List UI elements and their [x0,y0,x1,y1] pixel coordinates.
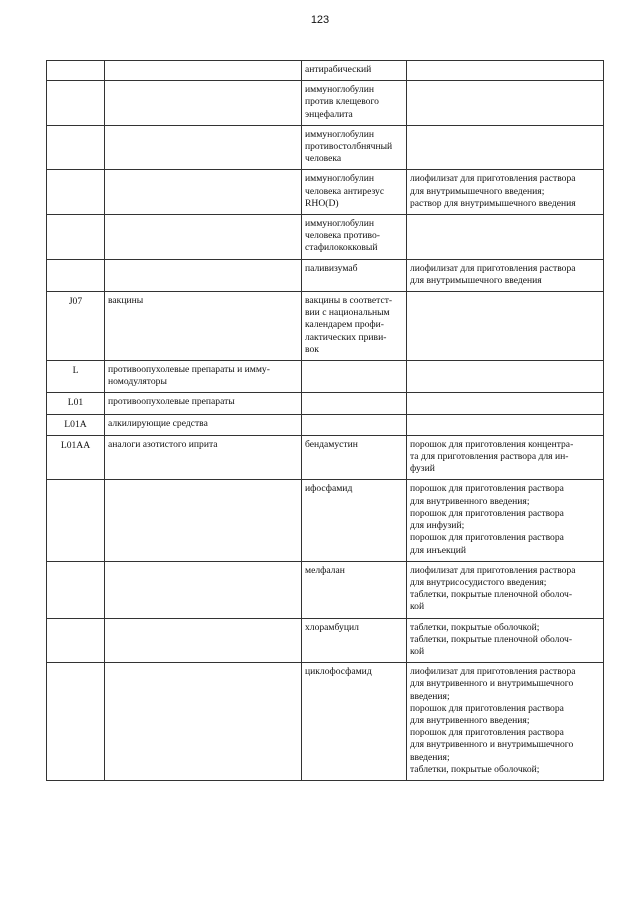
table-row [47,435,604,480]
anatomical-group-cell: аналоги азотистого иприта [105,435,302,480]
atc-code-cell [47,561,105,618]
drug-name-cell: иммуноглобулин человека противо- стафилококковый [302,215,407,260]
dosage-forms-cell: лиофилизат для приготовления раствора для внутрисосудистого введения; таблетки, покрытые пленочной оболоч- кой [407,561,604,618]
drug-name-cell: вакцины в соответст- вии с национальным календарем профи- лактических приви- вок [302,292,407,361]
table-row [47,61,604,81]
atc-code-cell [47,125,105,170]
page-number: 123 [310,14,330,26]
drug-table [46,60,604,781]
drug-name-cell: хлорамбуцил [302,618,407,663]
anatomical-group-cell [105,81,302,126]
table-row [47,259,604,291]
drug-name-cell: антирабический [302,61,407,81]
atc-code-cell [47,215,105,260]
drug-name-cell: бендамустин [302,435,407,480]
drug-name-cell: циклофосфамид [302,663,407,781]
drug-name-cell: иммуноглобулин против клещевого энцефалита [302,81,407,126]
table-row [47,480,604,561]
atc-code-cell [47,663,105,781]
dosage-forms-cell: порошок для приготовления концентра- та для приготовления раствора для ин- фузий [407,435,604,480]
dosage-forms-cell: порошок для приготовления раствора для внутривенного введения; порошок для приготовления раствора для инфузий; порошок для приготовления раствора для инъекций [407,480,604,561]
dosage-forms-cell [407,292,604,361]
dosage-forms-cell [407,215,604,260]
drug-name-cell [302,414,407,435]
atc-code-cell: L [47,361,105,393]
dosage-forms-cell [407,61,604,81]
anatomical-group-cell [105,561,302,618]
anatomical-group-cell [105,170,302,215]
anatomical-group-cell: алкилирующие средства [105,414,302,435]
drug-name-cell: мелфалан [302,561,407,618]
atc-code-cell [47,81,105,126]
anatomical-group-cell: противоопухолевые препараты и имму- номодуляторы [105,361,302,393]
anatomical-group-cell [105,61,302,81]
dosage-forms-cell: лиофилизат для приготовления раствора для внутримышечного введения; раствор для внутримышечного введения [407,170,604,215]
atc-code-cell [47,61,105,81]
anatomical-group-cell [105,125,302,170]
dosage-forms-cell [407,125,604,170]
table-row [47,663,604,781]
dosage-forms-cell [407,361,604,393]
table-row [47,81,604,126]
drug-name-cell: ифосфамид [302,480,407,561]
anatomical-group-cell [105,618,302,663]
anatomical-group-cell [105,663,302,781]
atc-code-cell [47,259,105,291]
dosage-forms-cell [407,414,604,435]
drug-name-cell: паливизумаб [302,259,407,291]
anatomical-group-cell: противоопухолевые препараты [105,393,302,414]
table-row [47,215,604,260]
anatomical-group-cell [105,480,302,561]
atc-code-cell [47,170,105,215]
dosage-forms-cell: лиофилизат для приготовления раствора для внутримышечного введения [407,259,604,291]
atc-code-cell: L01AA [47,435,105,480]
table-row [47,125,604,170]
table-row [47,414,604,435]
anatomical-group-cell: вакцины [105,292,302,361]
atc-code-cell: J07 [47,292,105,361]
dosage-forms-cell: лиофилизат для приготовления раствора для внутривенного и внутримышечного введения; порошок для приготовления раствора для внутривенного введения; порошок для приготовления раствора для внутривенного и внутримышечного введения; таблетки, покрытые оболочкой; [407,663,604,781]
anatomical-group-cell [105,259,302,291]
atc-code-cell [47,480,105,561]
dosage-forms-cell [407,81,604,126]
dosage-forms-cell [407,393,604,414]
atc-code-cell [47,618,105,663]
dosage-forms-cell: таблетки, покрытые оболочкой; таблетки, покрытые пленочной оболоч- кой [407,618,604,663]
anatomical-group-cell [105,215,302,260]
atc-code-cell: L01A [47,414,105,435]
table-row [47,393,604,414]
table-row [47,170,604,215]
table-row [47,292,604,361]
drug-name-cell [302,361,407,393]
table-row [47,618,604,663]
table-row [47,561,604,618]
table-row [47,361,604,393]
atc-code-cell: L01 [47,393,105,414]
drug-name-cell: иммуноглобулин противостолбнячный человека [302,125,407,170]
drug-name-cell [302,393,407,414]
drug-name-cell: иммуноглобулин человека антирезус RHO(D) [302,170,407,215]
